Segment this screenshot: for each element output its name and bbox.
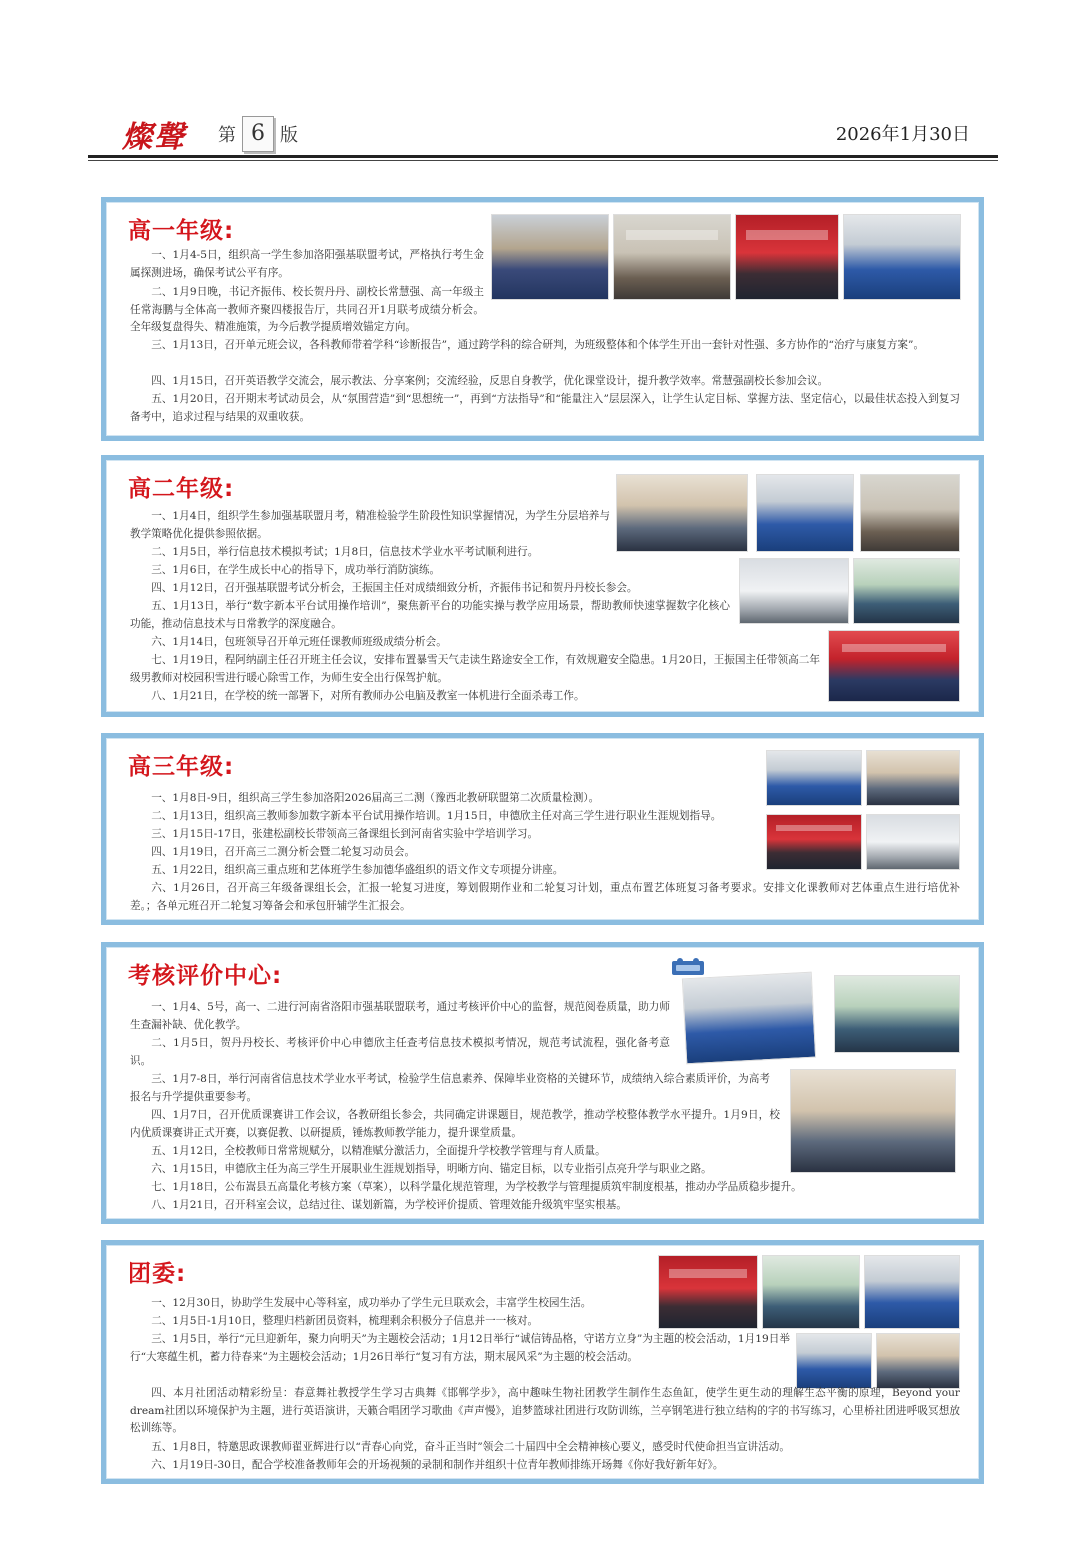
edition-label xyxy=(218,116,298,152)
photo-exam-hall xyxy=(491,214,609,300)
photo-mobilization-meeting xyxy=(766,814,862,870)
photo-stage-meeting xyxy=(735,214,839,300)
photo-inspection xyxy=(790,1069,956,1173)
paragraph: 二、1月13日，组织高三教师参加数字新本平台试用操作培训。1月15日，申德欣主任对高三学生进行职业生涯规划指导。 xyxy=(151,810,722,822)
paragraph: 八、1月21日，在学校的统一部署下，对所有教师办公电脑及教室一体机进行全面杀毒工作。 xyxy=(151,690,585,702)
paragraph: 二、1月9日晚，书记齐振伟、校长贺丹丹、副校长常慧强、高一年级主任常海鹏与全体高一教师齐聚四楼报告厅，共同召开1月联考成绩分析会。全年级复盘得失、精准施策，为今后教学提质增效锚定方向。 xyxy=(130,286,484,334)
section-title: 高二年级: xyxy=(128,476,235,502)
photo-snow-clearing xyxy=(739,558,849,624)
edition-suffix: 版 xyxy=(280,125,298,146)
section-title: 高一年级: xyxy=(128,218,235,244)
paragraph: 六、1月26日，召开高三年级备课组长会，汇报一轮复习进度，筹划假期作业和二轮复习计划，重点布置艺体班复习备考要求。安排文化课教师对艺体重点生进行培优补差。；各单元班召开二轮复习筹备会和承包肝辅学生汇报会。 xyxy=(130,882,960,912)
photo-classroom-training xyxy=(866,750,960,806)
paragraph: 五、1月13日，举行“数字新本平台试用操作培训”，聚焦新平台的功能实操与教学应用场景，帮助教师快速掌握数字化核心功能，推动信息技术与日常教学的深度融合。 xyxy=(130,600,730,630)
photo-dance-club xyxy=(876,1333,960,1389)
paragraph: 六、1月14日，包班领导召开单元班任课教师班级成绩分析会。 xyxy=(151,636,447,648)
photo-teacher-grading xyxy=(834,975,960,1053)
photo-new-year-party xyxy=(658,1255,758,1329)
section-title: 团委: xyxy=(128,1261,187,1287)
paragraph: 七、1月19日，程阿纳副主任召开班主任会议，安排布置暴雪天气走读生路途安全工作，有效规避安全隐患。1月20日，王振国主任带领高二年级男教师对校园积雪进行暖心除雪工作，为师生安全出行保驾护航。 xyxy=(130,654,820,684)
paragraph: 一、1月8日-9日，组织高三学生参加洛阳2026届高三二测（豫西北教研联盟第二次质量检测）。 xyxy=(151,792,600,804)
edition-prefix: 第 xyxy=(218,125,236,146)
paragraph: 二、1月5日-1月10日，整理归档新团员资料，梳理剩余积极分子信息并一一核对。 xyxy=(151,1315,539,1327)
paragraph: 七、1月18日，公布嵩县五高量化考核方案（草案），以科学量化规范管理，为学校教学与管理提质筑牢制度根基，推动办学品质稳步提升。 xyxy=(151,1181,802,1193)
paragraph: 五、1月12日，全校教师日常常规赋分，以精准赋分激活力，全面提升学校教学管理与育人质量。 xyxy=(151,1145,606,1157)
paragraph: 五、1月20日，召开期末考试动员会，从“氛围营造”到“思想统一”，再到“方法指导”和“能量注入”层层深入，让学生认定目标、掌握方法、坚定信心，以最佳状态投入到复习备考中，追求过程与结果的双重收获。 xyxy=(130,393,960,423)
photo-basketball-club xyxy=(796,1333,872,1389)
newspaper-logo: 燦聲 xyxy=(122,120,186,155)
section-grade-three xyxy=(101,733,984,925)
section-grade-two xyxy=(101,455,984,717)
paragraph: 四、1月19日，召开高三二测分析会暨二轮复习动员会。 xyxy=(151,846,416,858)
paragraph: 三、1月15日-17日，张建松副校长带领高三备课组长到河南省实验中学培训学习。 xyxy=(151,828,539,840)
photo-assembly xyxy=(843,214,961,300)
paragraph: 六、1月19日-30日，配合学校准备教师年会的开场视频的录制和制作并组织十位青年教师排练开场舞《你好我好新年好》。 xyxy=(151,1459,724,1471)
paragraph: 五、1月8日，特邀思政课教师翟亚辉进行以“青春心向党，奋斗正当时”领会二十届四中全会精神核心要义，感受时代使命担当宣讲活动。 xyxy=(151,1441,790,1453)
photo-choir xyxy=(864,1255,960,1329)
masthead xyxy=(88,108,998,158)
paragraph: 三、1月13日，召开单元班会议，各科教师带着学科“诊断报告”，通过跨学科的综合研判，为班级整体和个体学生开出一套针对性强、多方协作的“治疗与康复方案”。 xyxy=(151,339,925,351)
photo-metal-detector xyxy=(616,474,748,552)
paragraph: 四、1月7日，召开优质课赛讲工作会议，各教研组长参会，共同确定讲课题目，规范教学，推动学校整体教学水平提升。1月9日，校内优质课赛讲正式开赛，以赛促教、以研提质，锤炼教师教学能力，提升课堂质量。 xyxy=(130,1109,780,1139)
paragraph: 一、1月4-5日，组织高一学生参加洛阳强基联盟考试，严格执行考生金属探测进场，确保考试公平有序。 xyxy=(130,249,484,279)
paragraph: 四、1月15日，召开英语教学交流会，展示教法、分享案例；交流经验，反思自身教学，优化课堂设计，提升教学效率。常慧强副校长参加会议。 xyxy=(151,375,829,387)
edition-number: 6 xyxy=(242,116,274,152)
photo-snow-campus xyxy=(866,814,960,870)
paragraph: 四、1月12日，召开强基联盟考试分析会，王振国主任对成绩细致分析，齐振伟书记和贺丹丹校长参会。 xyxy=(151,582,638,594)
header-rule-thin xyxy=(88,160,998,161)
paragraph: 三、1月6日，在学生成长中心的指导下，成功举行消防演练。 xyxy=(151,564,441,576)
photo-meeting xyxy=(613,214,731,300)
paragraph: 四、本月社团活动精彩纷呈：春意舞社教授学生学习古典舞《邯郸学步》，高中趣味生物社团教学生制作生态鱼缸，使学生更生动的理解生态平衡的原理，Beyond your dream社团以环境保护为主题，进行英语演讲，天籁合唱团学习歌曲《声声慢》，追梦篮球社团进行攻防训练，兰亭钢笔进行独立结构的字的书写练习，心里桥社团进呼吸冥想放松训练等。 xyxy=(130,1387,960,1435)
paragraph: 二、1月5日，贺丹丹校长、考核评价中心申德欣主任查考信息技术模拟考情况，规范考试流程，强化备考意识。 xyxy=(130,1037,670,1067)
photo-students-building xyxy=(766,750,862,806)
issue-date: 2026年1月30日 xyxy=(835,124,970,145)
header-rule-thick xyxy=(88,155,998,158)
photo-analysis-meeting xyxy=(860,474,960,552)
section-title: 考核评价中心: xyxy=(128,963,283,989)
paragraph: 二、1月5日，举行信息技术模拟考试；1月8日，信息技术学业水平考试顺利进行。 xyxy=(151,546,539,558)
paragraph: 三、1月5日，举行“元旦迎新年，聚力向明天”为主题校会活动；1月12日举行“诚信铸品格，守诺方立身”为主题的校会活动，1月19日举行“大寒蕴生机，蓄力待春来”为主题校会活动；1月26日举行“复习有方法，期末展风采”为主题的校会活动。 xyxy=(130,1333,790,1363)
paragraph: 八、1月21日，召开科室会议，总结过往、谋划新篇，为学校评价提质、管理效能升级筑牢坚实根基。 xyxy=(151,1199,627,1211)
section-evaluation-center xyxy=(101,942,984,1224)
photo-computer-exam xyxy=(756,474,854,552)
section-youth-league xyxy=(101,1240,984,1484)
paragraph: 一、1月4日，组织学生参加强基联盟月考，精准检验学生阶段性知识掌握情况，为学生分层培养与教学策略优化提供参照依据。 xyxy=(130,510,610,540)
paragraph: 一、1月4、5号，高一、二进行河南省洛阳市强基联盟联考，通过考核评价中心的监督，规范阅卷质量，助力师生查漏补缺、优化教学。 xyxy=(130,1001,670,1031)
photo-biology-club xyxy=(762,1255,860,1329)
paragraph: 六、1月15日，申德欣主任为高三学生开展职业生涯规划指导，明晰方向、锚定目标，以专业指引点亮升学与职业之路。 xyxy=(151,1163,712,1175)
photo-teachers-office xyxy=(853,558,960,624)
paper-clip-icon xyxy=(670,957,706,979)
paragraph: 一、12月30日，协助学生发展中心等科室，成功举办了学生元旦联欢会，丰富学生校园生活。 xyxy=(151,1297,592,1309)
photo-computer-lab xyxy=(682,972,816,1065)
section-title: 高三年级: xyxy=(128,754,235,780)
paragraph: 三、1月7-8日，举行河南省信息技术学业水平考试，检验学生信息素养、保障毕业资格的关键环节，成绩纳入综合素质评价，为高考报名与升学提供重要参考。 xyxy=(130,1073,770,1103)
section-grade-one xyxy=(101,197,984,441)
paragraph: 五、1月22日，组织高三重点班和艺体班学生参加德华盛组织的语文作文专项提分讲座。 xyxy=(151,864,564,876)
